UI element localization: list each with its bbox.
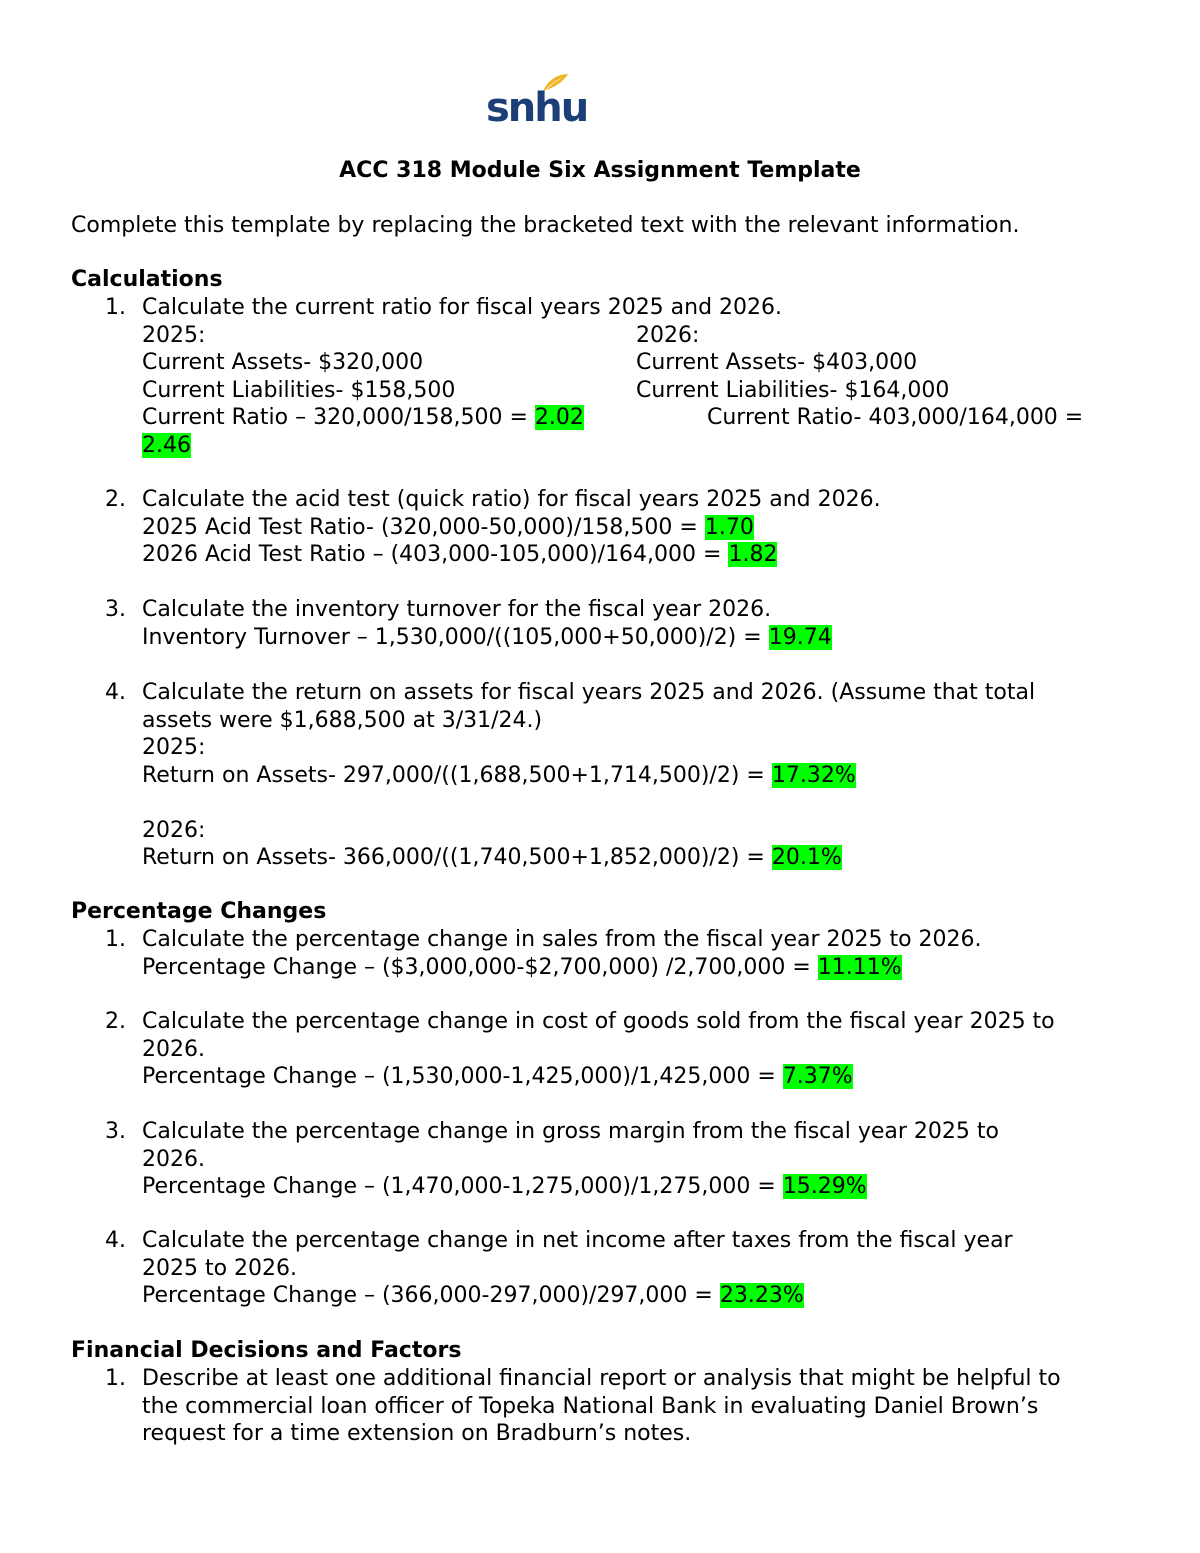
financial-decisions-heading: Financial Decisions and Factors: [71, 1338, 462, 1363]
roa-2025-formula: Return on Assets- 297,000/((1,688,500+1,714,500)/2) =: [142, 762, 772, 788]
item-number: 1.: [105, 1366, 126, 1391]
current-ratio-2025-answer: 2.02: [534, 405, 584, 430]
acid-test-2026-formula: 2026 Acid Test Ratio – (403,000-105,000)/164,000 =: [142, 542, 729, 567]
item-number: 4.: [105, 680, 126, 705]
label-2026: 2026:: [636, 322, 700, 348]
net-income-change-formula: Percentage Change – (366,000-297,000)/297,000 =: [142, 1283, 720, 1308]
item-number: 2.: [105, 1009, 126, 1034]
intro-text: Complete this template by replacing the bracketed text with the relevant information.: [71, 213, 1020, 238]
current-ratio-2026-answer: 2.46: [142, 432, 191, 458]
current-ratio-2025-formula: Current Ratio – 320,000/158,500 =: [142, 405, 535, 430]
question-text-cont: the commercial loan officer of Topeka National Bank in evaluating Daniel Brown’s: [142, 1393, 1039, 1419]
acid-test-2026-answer: 1.82: [728, 542, 778, 567]
question-text-cont: assets were $1,688,500 at 3/31/24.): [142, 707, 543, 733]
question-text-cont: 2026.: [142, 1036, 205, 1062]
document-title: ACC 318 Module Six Assignment Template: [339, 158, 861, 183]
question-text: Calculate the percentage change in gross margin from the fiscal year 2025 to: [142, 1119, 1000, 1144]
item-number: 3.: [105, 1119, 126, 1144]
sales-change-answer: 11.11%: [817, 954, 902, 980]
question-text: Calculate the acid test (quick ratio) for fiscal years 2025 and 2026.: [142, 487, 881, 512]
cogs-change-answer: 7.37%: [782, 1064, 853, 1089]
cogs-change-formula: Percentage Change – (1,530,000-1,425,000)/1,425,000 =: [142, 1064, 783, 1089]
item-number: 3.: [105, 597, 126, 622]
item-number: 4.: [105, 1228, 126, 1253]
question-text-cont-2: request for a time extension on Bradburn’s notes.: [142, 1421, 692, 1446]
question-text: Calculate the return on assets for fiscal years 2025 and 2026. (Assume that total: [142, 680, 1036, 705]
percentage-changes-heading: Percentage Changes: [71, 899, 327, 924]
label-2025: 2025:: [142, 322, 206, 348]
current-assets-2026: Current Assets- $403,000: [636, 350, 918, 375]
logo-text: snhu: [486, 85, 588, 131]
question-text: Calculate the percentage change in cost of goods sold from the fiscal year 2025 to: [142, 1009, 1055, 1034]
question-text: Calculate the current ratio for fiscal years 2025 and 2026.: [142, 295, 783, 320]
roa-2025-answer: 17.32%: [771, 762, 856, 788]
item-number: 2.: [105, 487, 126, 512]
question-text-cont: 2026.: [142, 1146, 205, 1172]
item-number: 1.: [105, 295, 126, 320]
current-ratio-2026-formula: Current Ratio- 403,000/164,000 =: [707, 405, 1084, 430]
snhu-logo: [486, 72, 588, 134]
acid-test-2025-answer: 1.70: [704, 514, 754, 540]
label-2025: 2025:: [142, 735, 206, 760]
question-text: Describe at least one additional financial report or analysis that might be helpful to: [142, 1366, 1061, 1391]
roa-2026-formula: Return on Assets- 366,000/((1,740,500+1,852,000)/2) =: [142, 845, 772, 870]
current-assets-2025: Current Assets- $320,000: [142, 350, 424, 375]
inventory-turnover-answer: 19.74: [768, 624, 832, 650]
gross-margin-change-formula: Percentage Change – (1,470,000-1,275,000)/1,275,000 =: [142, 1174, 783, 1199]
current-liabilities-2025: Current Liabilities- $158,500: [142, 377, 456, 403]
question-text: Calculate the percentage change in sales from the fiscal year 2025 to 2026.: [142, 927, 982, 952]
sales-change-formula: Percentage Change – ($3,000,000-$2,700,000) /2,700,000 =: [142, 954, 818, 980]
acid-test-2025-formula: 2025 Acid Test Ratio- (320,000-50,000)/158,500 =: [142, 514, 705, 540]
current-liabilities-2026: Current Liabilities- $164,000: [636, 377, 950, 403]
question-text-cont: 2025 to 2026.: [142, 1255, 298, 1281]
question-text: Calculate the percentage change in net income after taxes from the fiscal year: [142, 1228, 1013, 1253]
label-2026: 2026:: [142, 817, 206, 843]
roa-2026-answer: 20.1%: [771, 845, 842, 870]
net-income-change-answer: 23.23%: [719, 1283, 804, 1308]
calculations-heading: Calculations: [71, 267, 223, 292]
question-text: Calculate the inventory turnover for the fiscal year 2026.: [142, 597, 772, 622]
gross-margin-change-answer: 15.29%: [782, 1174, 867, 1199]
inventory-turnover-formula: Inventory Turnover – 1,530,000/((105,000+50,000)/2) =: [142, 624, 769, 650]
item-number: 1.: [105, 927, 126, 952]
